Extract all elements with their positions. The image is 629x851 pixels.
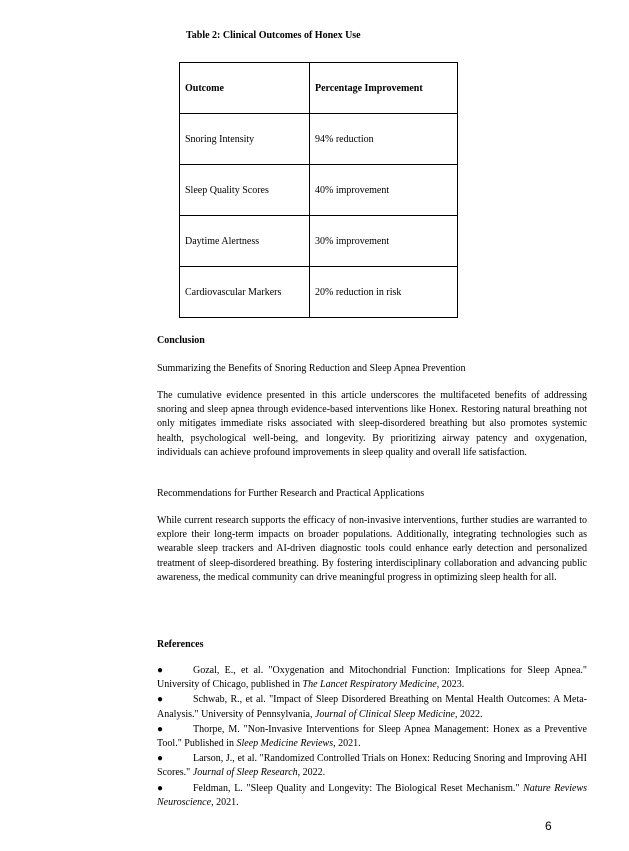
bullet-icon: ● (157, 665, 164, 676)
conclusion-subheading: Summarizing the Benefits of Snoring Reduction and Sleep Apnea Prevention (157, 363, 466, 374)
references-heading: References (157, 639, 204, 650)
bullet-icon: ● (157, 694, 164, 706)
reference-year: , 2022. (297, 767, 326, 779)
reference-journal: Sleep Medicine Reviews (236, 738, 334, 750)
reference-item (157, 752, 587, 780)
reference-year: , 2021. (211, 796, 239, 808)
table-row (180, 216, 458, 267)
bullet-icon: ● (157, 723, 164, 735)
reference-text: Feldman, L. "Sleep Quality and Longevity: The Biological Reset Mechanism." (193, 782, 524, 794)
recommendations-paragraph: While current research supports the efficacy of non-invasive interventions, further studies are warranted to explore their long-term impacts on broader populations. Additionally, integrating technologies such as wearable sleep trackers and AI-driven diagnostic tools could enhance early detection and personalized treatment of sleep-disordered breathing. By fostering interdisciplinary collaboration and advancing public awareness, the medical community can drive meaningful progress in optimizing sleep health for all. (157, 515, 587, 583)
reference-journal: The Lancet Respiratory Medicine (302, 679, 437, 691)
reference-item (157, 782, 587, 810)
table-caption: Table 2: Clinical Outcomes of Honex Use (186, 30, 361, 41)
reference-year: , 2023. (436, 679, 465, 691)
bullet-icon: ● (157, 782, 164, 794)
bullet-icon: ● (157, 753, 164, 765)
reference-text: Schwab, R., et al. "Impact of Sleep Disordered Breathing on Mental Health Outcomes: A Meta-Analysis." University of Pennsylvania, (157, 694, 587, 720)
table-header-cell: Outcome (180, 63, 310, 114)
reference-item (157, 664, 587, 692)
table-cell: Daytime Alertness (180, 216, 310, 267)
reference-item (157, 693, 587, 721)
reference-journal: Nature Reviews Neuroscience (157, 782, 588, 808)
page-number: 6 (545, 819, 552, 833)
reference-text: Larson, J., et al. "Randomized Controlled Trials on Honex: Reducing Snoring and Improving AHI Scores." (157, 753, 587, 779)
reference-year: , 2022. (454, 708, 483, 720)
table-cell: 30% improvement (310, 216, 458, 267)
table-cell: 94% reduction (310, 114, 458, 165)
table-cell: 20% reduction in risk (310, 267, 458, 318)
table-cell: Cardiovascular Markers (180, 267, 310, 318)
reference-year: , 2021. (333, 738, 361, 750)
references-list (157, 664, 587, 811)
table-row (180, 114, 458, 165)
reference-text: Gozal, E., et al. "Oxygenation and Mitochondrial Function: Implications for Sleep Apnea." University of Chicago, published in (157, 665, 587, 691)
recommendations-heading: Recommendations for Further Research and Practical Applications (157, 488, 425, 499)
reference-item (157, 723, 587, 751)
table-header-row (180, 63, 458, 114)
table-row (180, 267, 458, 318)
table-header-cell: Percentage Improvement (310, 63, 458, 114)
table-cell: Snoring Intensity (180, 114, 310, 165)
reference-text: Thorpe, M. "Non-Invasive Interventions for Sleep Apnea Management: Honex as a Preventive Tool." Published in (157, 723, 587, 750)
outcomes-table (179, 62, 458, 318)
table-cell: Sleep Quality Scores (180, 165, 310, 216)
table-cell: 40% improvement (310, 165, 458, 216)
reference-journal: Journal of Clinical Sleep Medicine (314, 708, 455, 720)
table-row (180, 165, 458, 216)
conclusion-paragraph: The cumulative evidence presented in this article underscores the multifaceted benefits of addressing snoring and sleep apnea through evidence-based interventions like Honex. Restoring natural breathing not only mitigates immediate risks associated with sleep-disordered breathing but also promotes systemic health, psychological well-being, and longevity. By prioritizing airway patency and oxygenation, individuals can achieve profound improvements in sleep quality and overall life satisfaction. (157, 390, 587, 458)
conclusion-heading: Conclusion (157, 335, 205, 346)
reference-journal: Journal of Sleep Research (192, 767, 298, 779)
